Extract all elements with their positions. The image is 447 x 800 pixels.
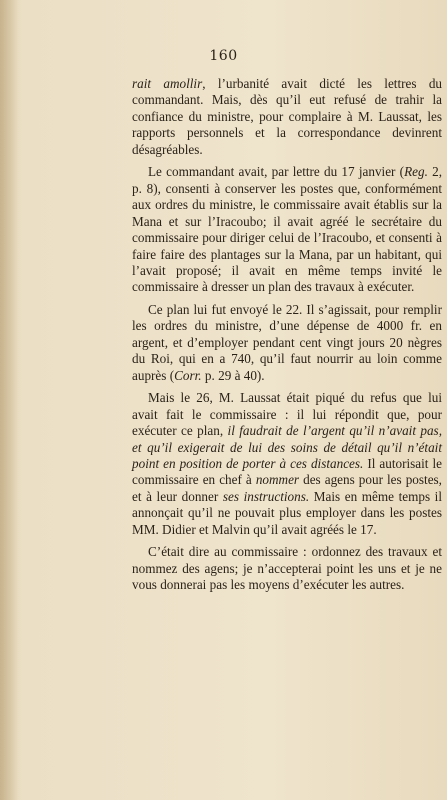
italic-text: nommer: [255, 472, 300, 488]
italic-text: Reg.: [404, 164, 428, 180]
italic-text: ses instructions.: [222, 488, 310, 504]
text-run: , l’urbanité avait dicté les lettres du commandant. Mais, dès qu’il eut refusé de trahir la confiance du ministre, pour complaire à M. Laussat, les rapports personnels et la correspondance devinrent désagréables.: [132, 76, 443, 157]
paragraph: [132, 302, 442, 384]
paragraph: [132, 76, 442, 158]
text-run: Mais en même temps il annonçait qu’il ne pouvait plus employer dans les postes MM. Didier et Malvin qu’il avait agréés le 17.: [132, 488, 443, 537]
paragraph: [132, 390, 442, 538]
text-run: C’était dire au commissaire : ordonnez des travaux et nommez des agens; je n’accepterai point les uns et je ne vous donnerai pas les moyens d’exécuter les autres.: [132, 544, 442, 593]
body-text: [132, 76, 442, 600]
paragraph: [132, 164, 442, 296]
page-number: 160: [209, 48, 238, 64]
gutter-shadow: [0, 0, 18, 800]
text-run: 2, p. 8), consenti à conserver les postes que, conformément aux ordres du ministre, le commissaire avait établis sur la Mana et sur l’Iracoubo; il avait agréé le secrétaire du commissaire pour diriger celui de l’Iracoubo, et consenti à faire faire des plantages sur la Mana, par un habitant, qui l’avait proposé; il avait en même temps invité le commissaire à dresser un plan des travaux à exécuter.: [132, 164, 442, 295]
text-run: p. 29 à 40).: [201, 367, 265, 383]
text-run: Ce plan lui fut envoyé le 22. Il s’agissait, pour remplir les ordres du ministre, d’une dépense de 4000 fr. en argent, et d’employer pendant cent vingt jours 20 nègres du Roi, qui en a 740, qu’il faut nourrir au loin comme auprès (: [132, 301, 442, 383]
text-run: des agens pour les postes, et à leur donner: [132, 472, 442, 504]
italic-text: il faudrait de l’argent qu’il n’avait pas, et qu’il exigerait de lui des soins de détail qu’il n’était point en position de porter à ces distances.: [132, 423, 442, 471]
italic-text: rait amollir: [132, 76, 203, 91]
text-run: Mais le 26, M. Laussat était piqué du refus que lui avait fait le commissaire : il lui répondit que, pour exécuter ce plan,: [132, 390, 442, 439]
italic-text: Corr.: [174, 367, 202, 383]
paragraph: [132, 544, 442, 593]
text-run: Il autorisait le commissaire en chef à: [132, 455, 442, 488]
text-run: Le commandant avait, par lettre du 17 janvier (: [148, 164, 405, 180]
